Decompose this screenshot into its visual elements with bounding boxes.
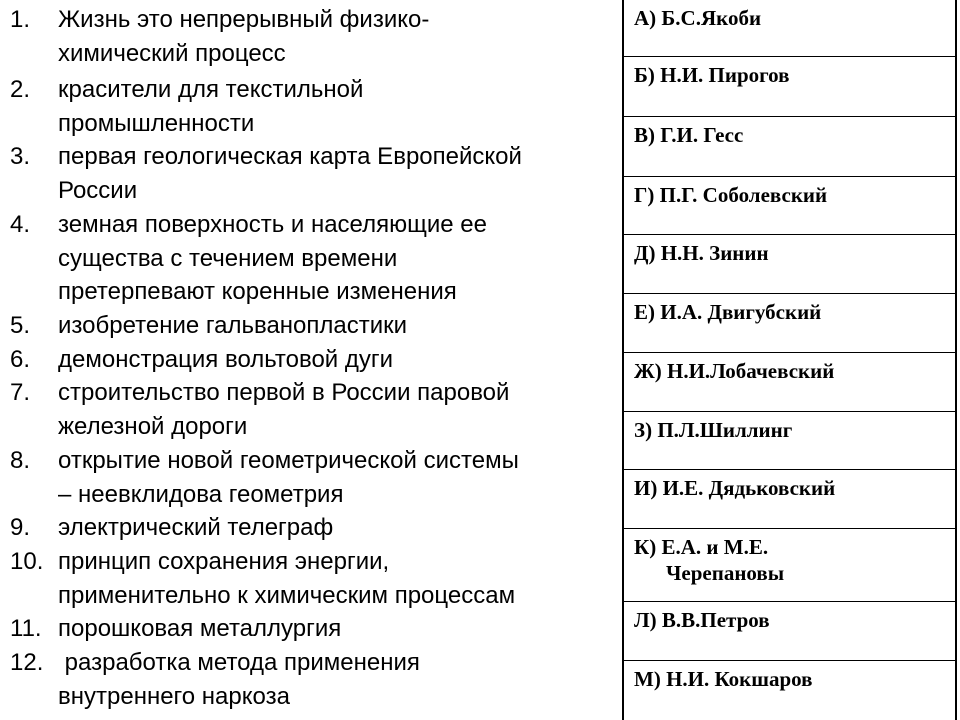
item-text: демонстрация вольтовой дуги — [58, 346, 394, 373]
item-text: претерпевают коренные изменения — [58, 278, 457, 305]
cell-text: Л) В.В.Петров — [634, 608, 770, 632]
item-number: 4. — [10, 211, 31, 238]
item-text: России — [58, 176, 138, 204]
item-number: 3. — [10, 143, 31, 170]
table-cell — [624, 0, 955, 51]
item-text: изобретение гальванопластики — [58, 312, 408, 339]
cell-text: Черепановы — [666, 561, 785, 585]
item-number: 7. — [10, 379, 31, 406]
cell-text: И) И.Е. Дядьковский — [634, 476, 836, 500]
item-text: – неевклидова геометрия — [58, 480, 344, 508]
item-text: земная поверхность и населяющие ее — [58, 211, 487, 238]
item-text: промышленности — [58, 109, 255, 137]
table-cell — [624, 352, 955, 411]
scientists-table — [622, 0, 957, 720]
item-text: электрический телеграф — [58, 514, 334, 541]
item-text: первая геологическая карта Европейской — [58, 143, 522, 170]
cell-text: М) Н.И. Кокшаров — [634, 667, 813, 691]
table-cell — [624, 601, 955, 660]
item-number: 12. — [10, 649, 44, 676]
item-text: химический процесс — [58, 39, 286, 67]
item-text: железной дороги — [58, 412, 248, 440]
item-text: внутреннего наркоза — [58, 682, 290, 710]
cell-text: З) П.Л.Шиллинг — [634, 418, 793, 442]
cell-text: К) Е.А. и М.Е. — [634, 535, 769, 559]
item-text: применительно к химическим процессам — [58, 581, 516, 609]
table-cell — [624, 411, 955, 469]
table-cell — [624, 528, 955, 601]
cell-text: Ж) Н.И.Лобачевский — [634, 359, 835, 383]
table-cell — [624, 116, 955, 176]
item-text: разработка метода применения — [58, 649, 420, 676]
cell-text: Б) Н.И. Пирогов — [634, 63, 790, 87]
item-text: строительство первой в России паровой — [58, 379, 510, 406]
item-number: 5. — [10, 312, 31, 339]
item-number: 6. — [10, 346, 31, 373]
item-text: Жизнь это непрерывный физико- — [58, 6, 430, 33]
item-text: красители для текстильной — [58, 76, 364, 103]
cell-text: Д) Н.Н. Зинин — [634, 241, 769, 265]
cell-text: Е) И.А. Двигубский — [634, 300, 822, 324]
item-text: открытие новой геометрической системы — [58, 447, 519, 474]
table-cell — [624, 56, 955, 115]
item-text: порошковая металлургия — [58, 615, 342, 642]
cell-text: А) Б.С.Якоби — [634, 6, 762, 30]
item-number: 8. — [10, 447, 31, 474]
table-cell — [624, 469, 955, 528]
item-text: принцип сохранения энергии, — [58, 548, 390, 575]
item-text: существа с течением времени — [58, 244, 398, 272]
table-cell — [624, 234, 955, 293]
item-number: 11. — [10, 615, 42, 642]
item-number: 9. — [10, 514, 31, 541]
table-cell — [624, 293, 955, 352]
item-number: 2. — [10, 76, 31, 103]
item-number: 1. — [10, 6, 31, 33]
table-cell — [624, 660, 955, 720]
cell-text: Г) П.Г. Соболевский — [634, 183, 828, 207]
cell-text: В) Г.И. Гесс — [634, 123, 744, 147]
table-cell — [624, 176, 955, 234]
item-number: 10. — [10, 548, 44, 575]
